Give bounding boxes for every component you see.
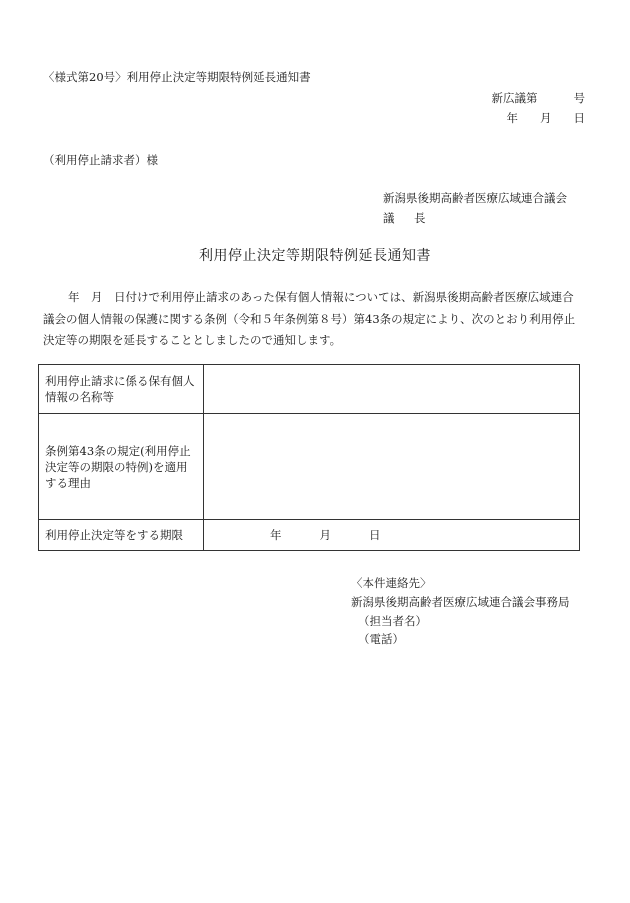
contact-phone: （電話）	[358, 632, 404, 646]
form-number-label: 〈様式第20号〉利用停止決定等期限特例延長通知書	[43, 70, 311, 84]
sender-title: 議 長	[383, 211, 430, 225]
recipient: （利用停止請求者）様	[43, 153, 158, 167]
table-label-cell: 利用停止請求に係る保有個人情報の名称等	[39, 365, 204, 414]
table-row	[39, 365, 580, 414]
info-table	[38, 364, 580, 551]
table-label-cell: 条例第43条の規定(利用停止決定等の期限の特例)を適用する理由	[39, 414, 204, 520]
deadline-day: 日	[369, 528, 381, 542]
issue-date-day: 日	[573, 111, 585, 125]
reference-suffix: 号	[573, 91, 585, 105]
table-label-cell: 利用停止決定等をする期限	[39, 520, 204, 551]
issue-date-year: 年	[506, 111, 518, 125]
deadline-month: 月	[319, 528, 331, 542]
document-title: 利用停止決定等期限特例延長通知書	[199, 248, 431, 264]
contact-heading: 〈本件連絡先〉	[351, 576, 432, 590]
reference-number	[492, 90, 586, 106]
table-value-cell	[204, 365, 580, 414]
table-value-cell	[204, 414, 580, 520]
table-row	[39, 414, 580, 520]
issue-date-month: 月	[540, 111, 552, 125]
deadline-year: 年	[270, 528, 282, 542]
body-paragraph: 年 月 日付けで利用停止請求のあった保有個人情報については、新潟県後期高齢者医療広域連合議会の個人情報の保護に関する条例（令和５年条例第８号）第43条の規定により、次のとおり利用停止決定等の期限を延長することとしましたので通知します。	[43, 290, 576, 347]
contact-person: （担当者名）	[358, 614, 427, 628]
table-row	[39, 520, 580, 551]
sender-organization: 新潟県後期高齢者医療広域連合議会	[383, 191, 567, 205]
contact-office: 新潟県後期高齢者医療広域連合議会事務局	[351, 595, 570, 609]
reference-prefix: 新広議第	[491, 91, 538, 105]
deadline-date-cell	[204, 520, 580, 551]
issue-date	[507, 110, 586, 126]
